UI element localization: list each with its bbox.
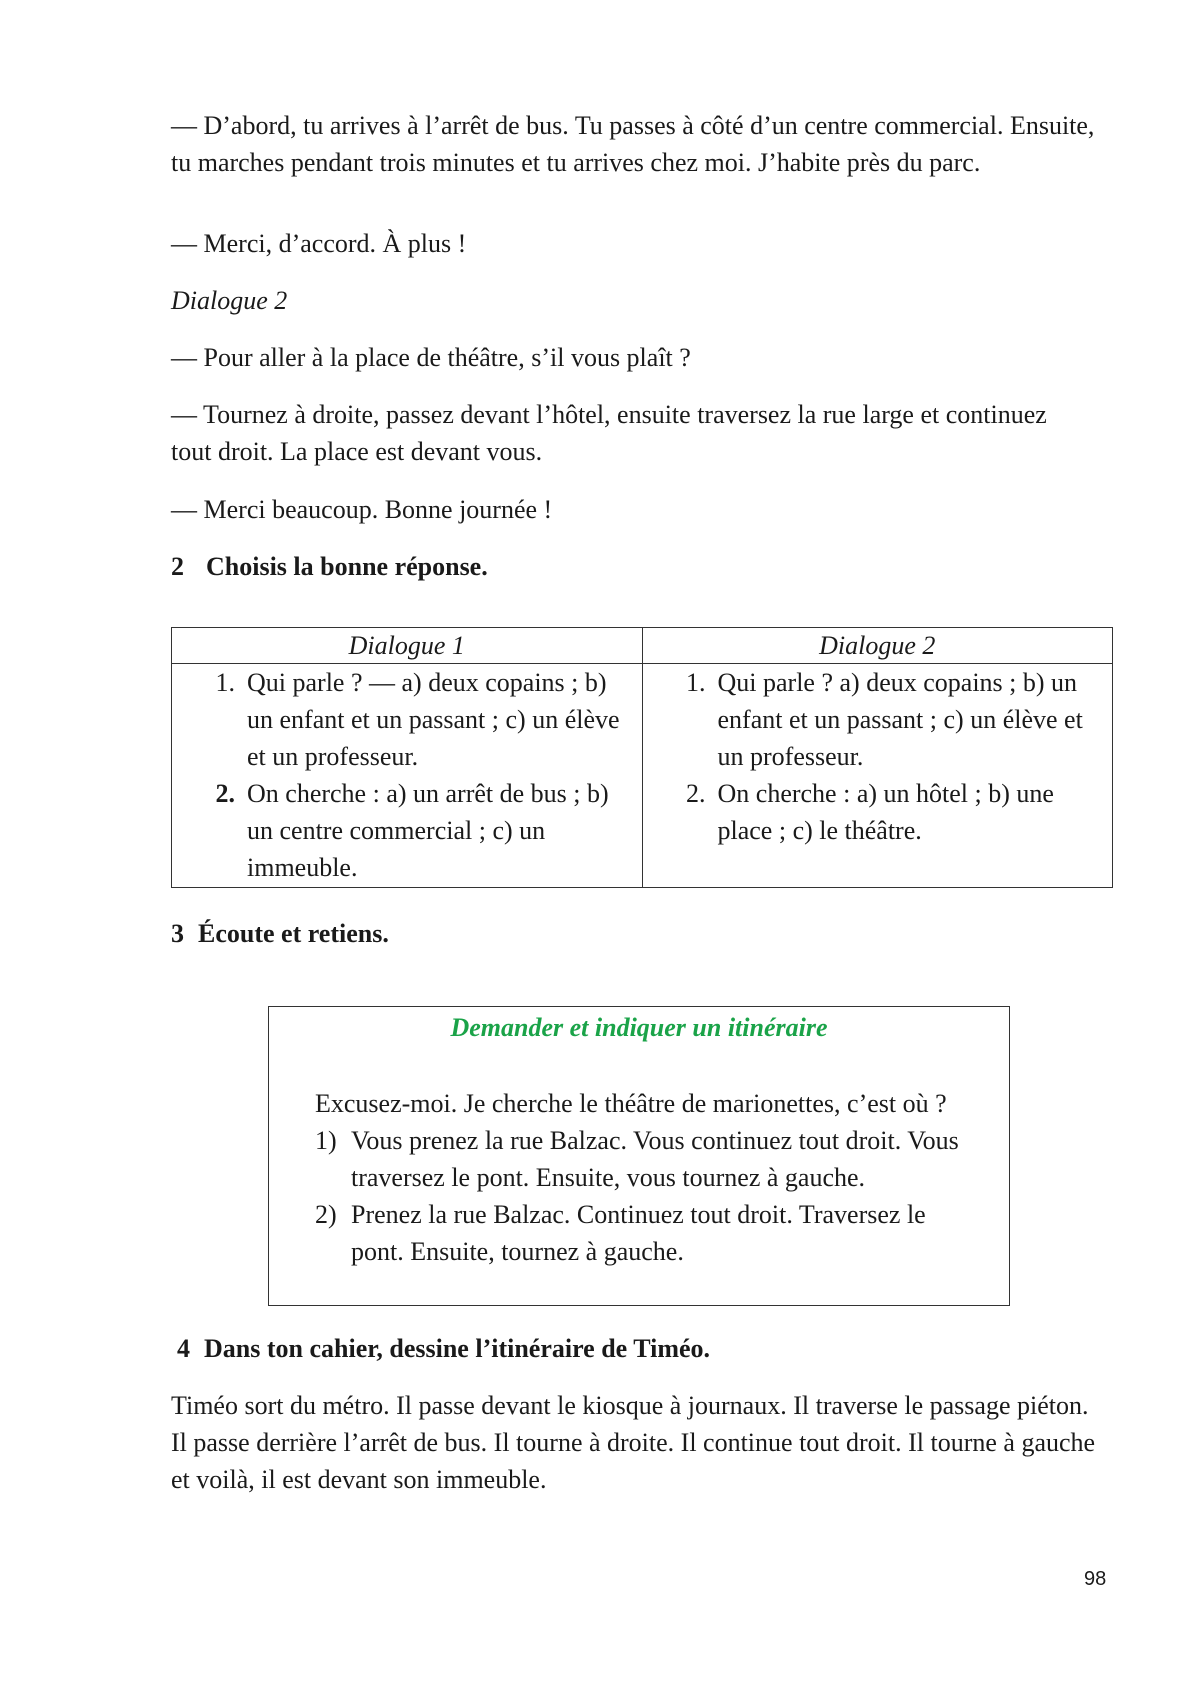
question-number: 1. (215, 668, 235, 697)
exercise-2-table (171, 627, 1113, 888)
list-item (653, 664, 1103, 775)
question-list-dialogue-1 (182, 664, 632, 886)
question-text: On cherche : a) un hôtel ; b) une place ; c) le théâtre. (717, 779, 1054, 845)
question-list-dialogue-2 (653, 664, 1103, 849)
page-number: 98 (1084, 1568, 1107, 1590)
question-number: 1. (686, 668, 706, 697)
list-item (315, 1122, 965, 1196)
exercise-3-title: Écoute et retiens. (198, 919, 389, 948)
exercise-4-number: 4 (177, 1334, 190, 1363)
question-text: On cherche : a) un arrêt de bus ; b) un centre commercial ; c) un immeuble. (247, 779, 609, 882)
intro-paragraph-1: — D’abord, tu arrives à l’arrêt de bus. Tu passes à côté d’un centre commercial. Ensuite, tu marches pendant trois minutes et tu arrives chez moi. J’habite près du parc. (171, 111, 1095, 177)
question-number: 2. (686, 779, 706, 808)
itinerary-box-title: Demander et indiquer un itinéraire (450, 1013, 828, 1042)
exercise-3-number: 3 (171, 919, 184, 948)
itinerary-box-intro: Excusez-moi. Je cherche le théâtre de marionettes, c’est où ? (315, 1089, 947, 1118)
table-header-row (172, 628, 1113, 664)
list-item (315, 1196, 965, 1270)
exercise-4-text: Timéo sort du métro. Il passe devant le kiosque à journaux. Il traverse le passage piéton. Il passe derrière l’arrêt de bus. Il tourne à droite. Il continue tout droit. Il tourne à gauche et voilà, il est devant son immeuble. (171, 1391, 1096, 1494)
item-text: Prenez la rue Balzac. Continuez tout droit. Traversez le pont. Ensuite, tournez à gauche. (351, 1200, 926, 1266)
table-cell-dialogue-2 (642, 664, 1113, 888)
list-item (182, 664, 632, 775)
dialogue-2-line-3: — Merci beaucoup. Bonne journée ! (171, 495, 553, 524)
list-item (653, 775, 1103, 849)
dialogue-2-line-1: — Pour aller à la place de théâtre, s’il vous plaît ? (171, 343, 691, 372)
intro-paragraph-2: — Merci, d’accord. À plus ! (171, 229, 467, 258)
dialogue-2-line-2: — Tournez à droite, passez devant l’hôtel, ensuite traversez la rue large et continuez tout droit. La place est devant vous. (171, 400, 1047, 466)
table-header-dialogue-1: Dialogue 1 (172, 628, 643, 664)
item-number: 1) (315, 1126, 337, 1155)
exercise-3-heading (171, 915, 389, 952)
table-row (172, 664, 1113, 888)
item-number: 2) (315, 1200, 337, 1229)
exercise-2-heading (171, 548, 488, 585)
item-text: Vous prenez la rue Balzac. Vous continuez tout droit. Vous traversez le pont. Ensuite, vous tournez à gauche. (351, 1126, 959, 1192)
exercise-4-heading (177, 1330, 710, 1367)
itinerary-list (315, 1122, 965, 1270)
question-text: Qui parle ? — a) deux copains ; b) un enfant et un passant ; c) un élève et un professeur. (247, 668, 620, 771)
exercise-4-title: Dans ton cahier, dessine l’itinéraire de Timéo. (204, 1334, 711, 1363)
table-cell-dialogue-1 (172, 664, 643, 888)
itinerary-box (268, 1006, 1010, 1306)
dialogue-2-label: Dialogue 2 (171, 286, 288, 315)
table-header-dialogue-2: Dialogue 2 (642, 628, 1113, 664)
list-item (182, 775, 632, 886)
exercise-2-number: 2 (171, 552, 184, 581)
question-text: Qui parle ? a) deux copains ; b) un enfant et un passant ; c) un élève et un professeur. (717, 668, 1083, 771)
question-number: 2. (215, 779, 235, 808)
itinerary-box-body (315, 1085, 965, 1270)
exercise-2-title: Choisis la bonne réponse. (206, 552, 488, 581)
